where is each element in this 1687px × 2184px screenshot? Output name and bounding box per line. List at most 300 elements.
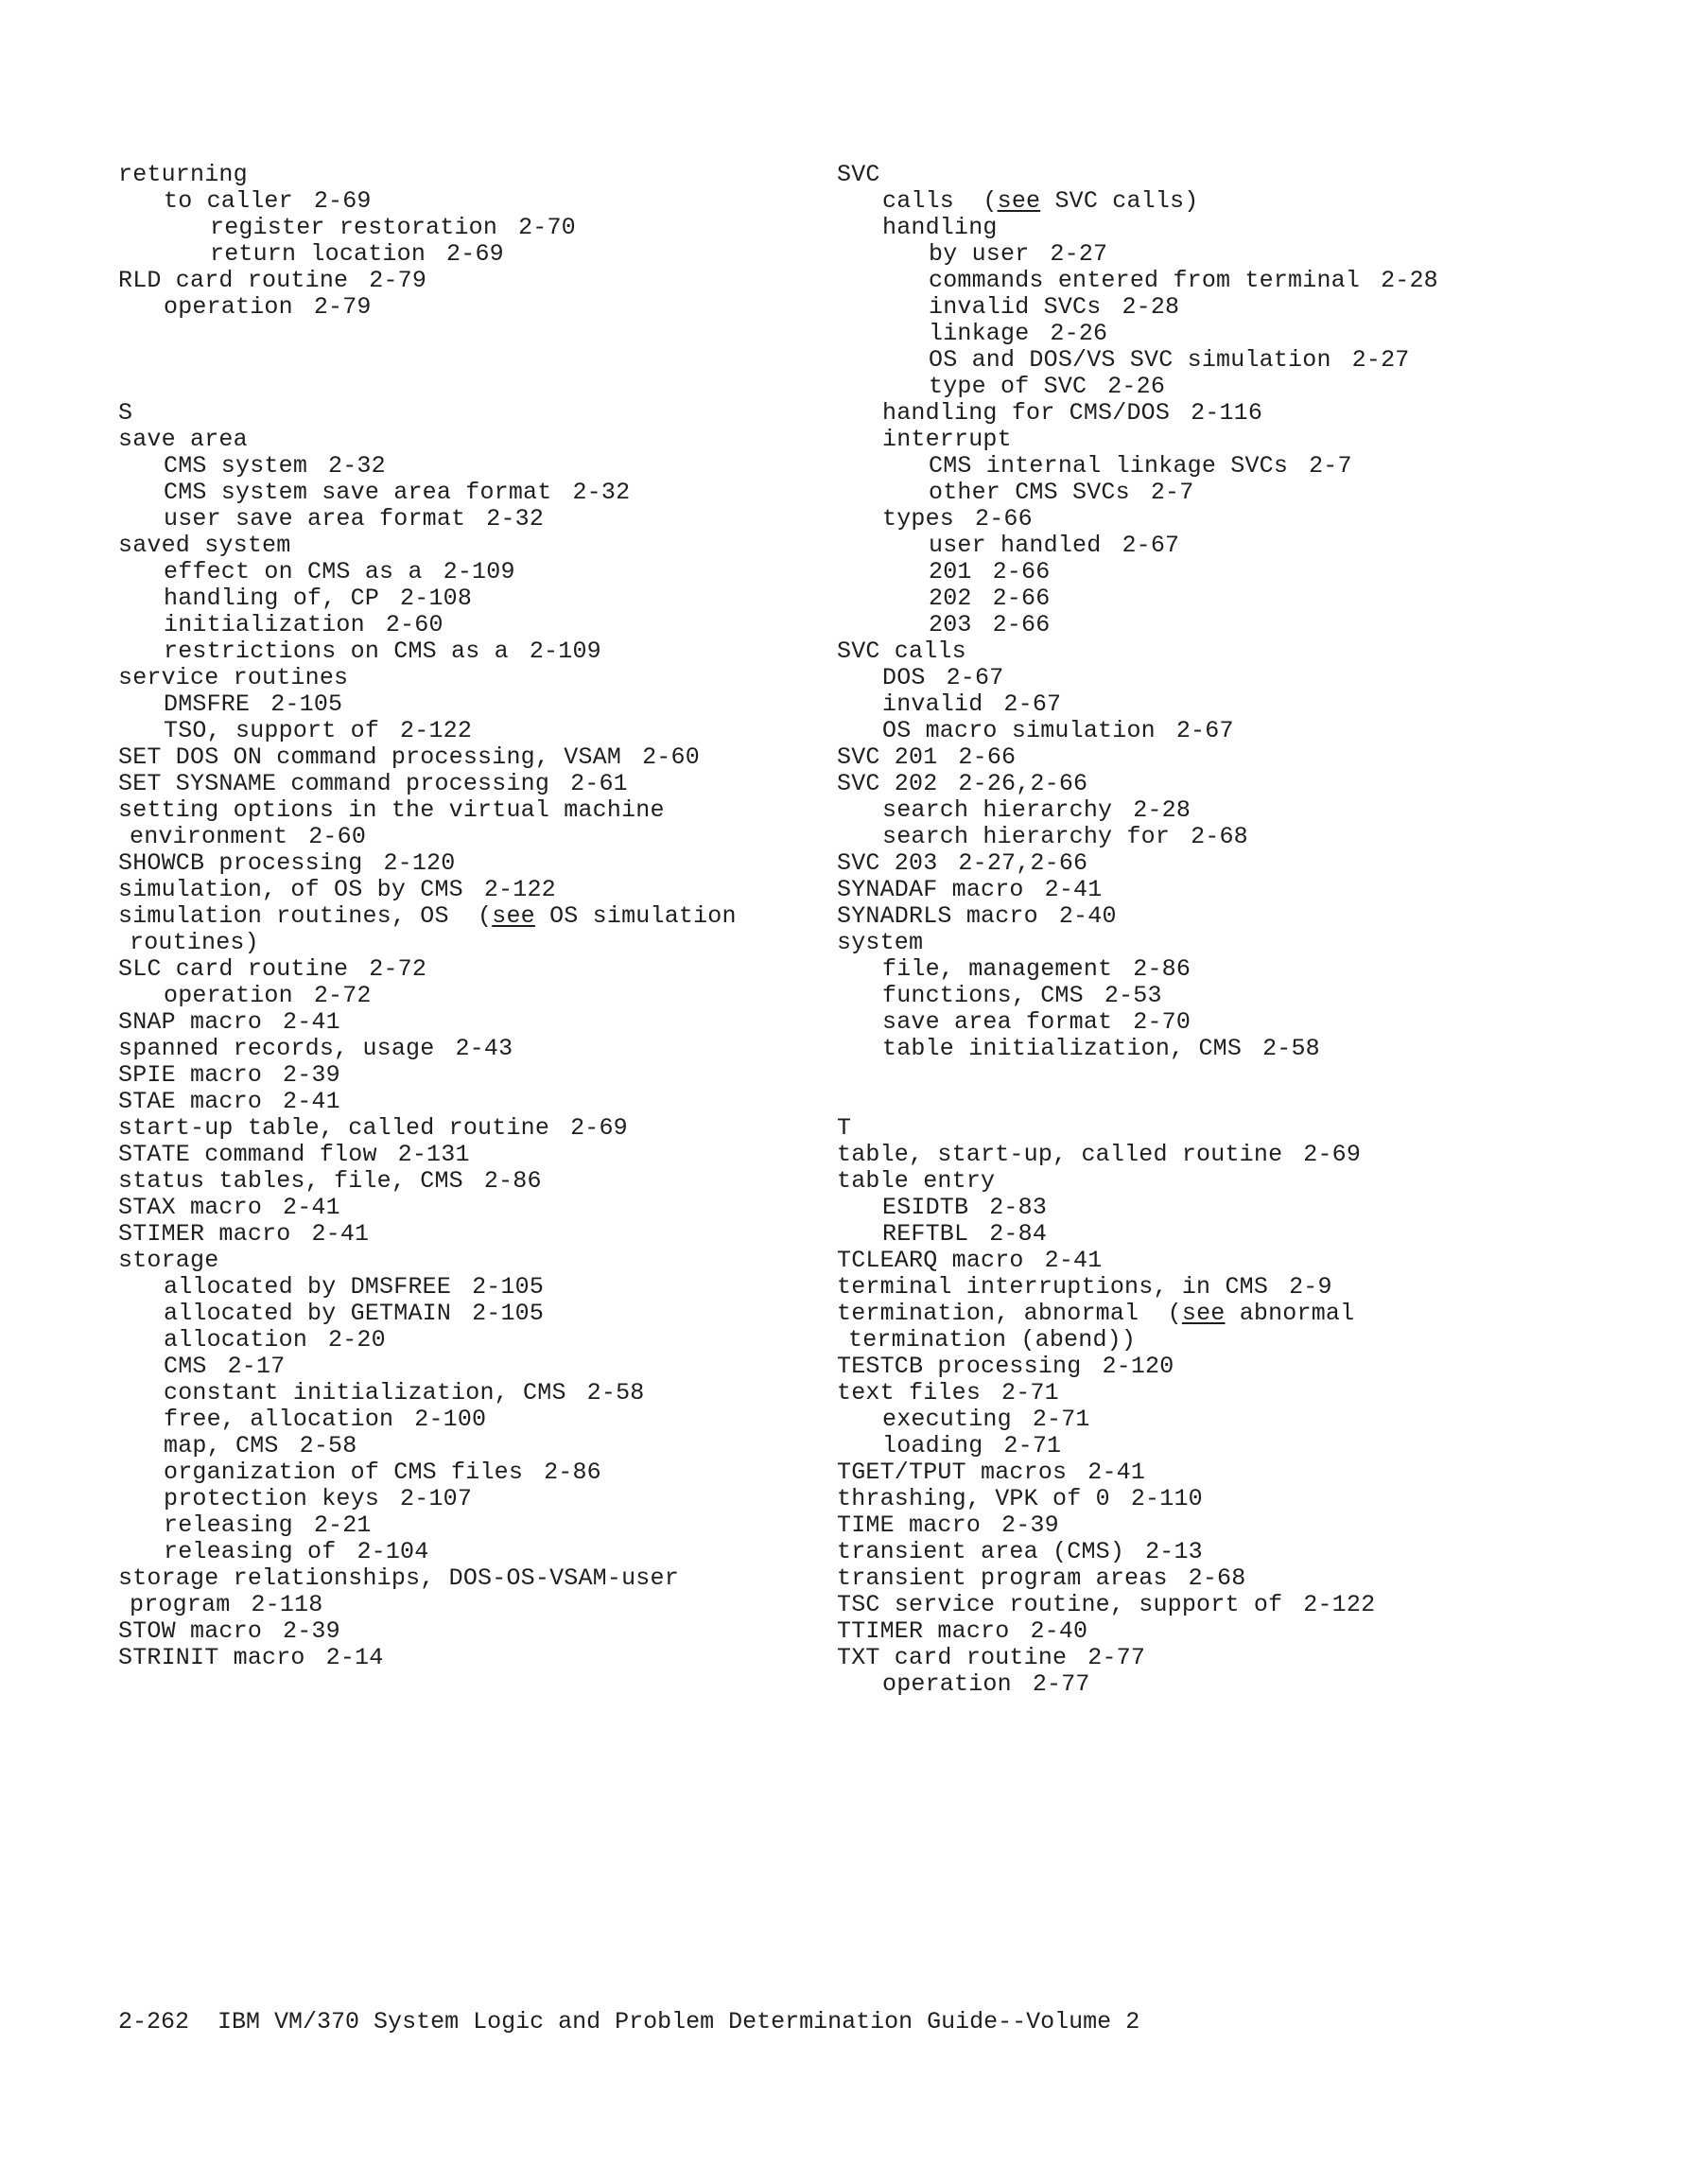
- index-entry: [118, 612, 799, 638]
- page-reference: 2-69: [570, 1114, 628, 1142]
- entry-term: releasing: [164, 1511, 293, 1539]
- entry-term: termination, abnormal: [837, 1300, 1139, 1327]
- index-entry: [837, 797, 1669, 824]
- index-entry: [837, 1274, 1669, 1301]
- entry-term: type of SVC: [929, 373, 1087, 400]
- index-entry: [118, 1062, 799, 1089]
- entry-term: TESTCB processing: [837, 1353, 1082, 1380]
- index-entry: [118, 533, 799, 559]
- entry-term: commands entered from terminal: [929, 267, 1361, 294]
- page-reference: 2-68: [1191, 823, 1248, 850]
- entry-term: protection keys: [164, 1485, 380, 1512]
- index-entry: [837, 1168, 1669, 1195]
- page-reference: 2-86: [1133, 955, 1191, 983]
- entry-term: OS and DOS/VS SVC simulation: [929, 346, 1331, 374]
- index-entry: [118, 506, 799, 533]
- entry-term: service routines: [118, 664, 349, 691]
- entry-term: DOS: [882, 664, 926, 691]
- page-reference: 2-40: [1058, 902, 1117, 930]
- page-reference: 2-20: [328, 1326, 386, 1354]
- page-reference: 2-66: [958, 743, 1017, 771]
- entry-term: table entry: [837, 1167, 996, 1195]
- index-entry: [118, 1301, 799, 1327]
- entry-term: SVC 201: [837, 743, 938, 771]
- entry-term: handling: [882, 214, 998, 241]
- index-entry: [118, 1486, 799, 1512]
- index-entry: [118, 930, 799, 956]
- page-reference: 2-69: [313, 187, 372, 215]
- entry-term: SET DOS ON command processing, VSAM: [118, 743, 622, 771]
- page-reference: 2-28: [1133, 796, 1191, 824]
- page-reference: 2-27,2-66: [958, 849, 1088, 877]
- entry-term: SYNADRLS macro: [837, 902, 1038, 930]
- index-entry: [118, 983, 799, 1009]
- entry-term: saved system: [118, 532, 291, 559]
- index-entry: [118, 241, 799, 268]
- entry-term: search hierarchy: [882, 796, 1113, 824]
- index-entry: [118, 1009, 799, 1036]
- index-entry: [118, 665, 799, 691]
- page-reference: 2-40: [1030, 1617, 1088, 1645]
- page-reference: 2-105: [472, 1300, 545, 1327]
- entry-term: allocated by GETMAIN: [164, 1300, 452, 1327]
- page-reference: 2-70: [1133, 1008, 1191, 1036]
- index-entry: calls (see SVC calls): [882, 187, 1199, 215]
- page-reference: 2-27: [1050, 240, 1108, 268]
- page-reference: 2-66: [975, 505, 1033, 533]
- page-reference: 2-122: [483, 876, 556, 903]
- page-reference: 2-39: [1001, 1511, 1059, 1539]
- index-entry: [118, 188, 799, 215]
- entry-term: types: [882, 505, 955, 533]
- index-entry: [118, 294, 799, 321]
- entry-term: STOW macro: [118, 1617, 263, 1645]
- entry-term: system: [837, 929, 924, 956]
- page-reference: 2-104: [357, 1538, 429, 1565]
- entry-term: TIME macro: [837, 1511, 982, 1539]
- blank-line: [837, 1089, 1669, 1115]
- entry-term: executing: [882, 1406, 1012, 1433]
- page-reference: 2-26,2-66: [958, 770, 1088, 797]
- see-reference-label: see: [492, 902, 535, 930]
- entry-term: STATE command flow: [118, 1141, 377, 1168]
- index-entry: [837, 162, 1669, 188]
- page-reference: 2-28: [1381, 267, 1438, 294]
- index-entry: [118, 1380, 799, 1406]
- index-entry: [837, 1565, 1669, 1592]
- index-entry: [118, 1592, 799, 1618]
- entry-term: operation: [882, 1670, 1012, 1698]
- entry-term: organization of CMS files: [164, 1459, 524, 1486]
- index-entry: [118, 771, 799, 797]
- see-reference-label: see: [1181, 1300, 1226, 1327]
- index-entry: [118, 1248, 799, 1274]
- see-reference-label: see: [997, 187, 1041, 215]
- page-reference: 2-120: [383, 849, 456, 877]
- index-entry: [118, 1036, 799, 1062]
- index-entry: [118, 1354, 799, 1380]
- index-entry: [837, 612, 1669, 638]
- index-entry: [837, 1618, 1669, 1645]
- entry-term: SVC calls: [837, 638, 966, 665]
- page-reference: 2-71: [1003, 1432, 1062, 1459]
- entry-term: SVC 202: [837, 770, 938, 797]
- index-entry: [837, 374, 1669, 400]
- entry-term: return location: [210, 240, 426, 268]
- index-entry: [837, 1433, 1669, 1459]
- index-entry: [837, 638, 1669, 665]
- index-entry: [837, 506, 1669, 533]
- page-reference: 2-69: [1303, 1141, 1362, 1168]
- index-entry: [118, 1565, 799, 1592]
- entry-term: ESIDTB: [882, 1194, 969, 1221]
- index-entry: [837, 824, 1669, 850]
- entry-term: 203: [929, 611, 972, 638]
- page-reference: 2-9: [1289, 1273, 1332, 1301]
- page-reference: 2-14: [325, 1644, 384, 1671]
- entry-term: to caller: [164, 187, 293, 215]
- page-reference: 2-86: [544, 1459, 601, 1486]
- page-reference: 2-67: [1122, 532, 1180, 559]
- index-entry: [837, 1195, 1669, 1221]
- section-letter: [837, 1115, 1669, 1142]
- index-entry: [118, 691, 799, 718]
- page-reference: 2-131: [397, 1141, 470, 1168]
- index-entry: [118, 1221, 799, 1248]
- index-entry: [837, 665, 1669, 691]
- entry-term: CMS system: [164, 452, 308, 480]
- index-entry: [837, 771, 1669, 797]
- entry-term: OS macro simulation: [882, 717, 1156, 744]
- page-reference: 2-32: [328, 452, 386, 480]
- page-reference: 2-67: [1003, 690, 1062, 718]
- entry-term: 201: [929, 558, 972, 585]
- entry-term: invalid: [882, 690, 983, 718]
- index-entry: [837, 533, 1669, 559]
- entry-term: simulation routines, OS: [118, 902, 449, 930]
- page-reference: 2-26: [1107, 373, 1166, 400]
- entry-term: storage relationships, DOS-OS-VSAM-user: [118, 1564, 679, 1592]
- index-entry: [837, 956, 1669, 983]
- page-reference: 2-105: [270, 690, 343, 718]
- index-entry: [118, 1433, 799, 1459]
- index-entry: [837, 215, 1669, 241]
- entry-term: spanned records, usage: [118, 1035, 435, 1062]
- entry-term: SYNADAF macro: [837, 876, 1024, 903]
- page-reference: 2-72: [369, 955, 427, 983]
- page-reference: 2-58: [299, 1432, 357, 1459]
- index-entry: [118, 427, 799, 453]
- entry-term: user save area format: [164, 505, 466, 533]
- book-title: IBM VM/370 System Logic and Problem Determination Guide--Volume 2: [217, 2008, 1140, 2035]
- index-entry: termination, abnormal (see abnormal: [837, 1300, 1355, 1327]
- entry-term: functions, CMS: [882, 982, 1084, 1009]
- entry-term: environment: [130, 823, 288, 850]
- index-entry: [837, 1248, 1669, 1274]
- page-reference: 2-7: [1150, 479, 1194, 506]
- entry-term: SPIE macro: [118, 1061, 263, 1089]
- entry-term: program: [130, 1591, 231, 1618]
- page-reference: 2-109: [529, 638, 601, 665]
- entry-term: termination (abend)): [848, 1326, 1137, 1354]
- page-reference: 2-68: [1188, 1564, 1246, 1592]
- page-reference: 2-41: [283, 1088, 340, 1115]
- index-entry: [837, 1221, 1669, 1248]
- index-entry: [837, 850, 1669, 877]
- entry-term: 202: [929, 585, 972, 612]
- entry-term: map, CMS: [164, 1432, 279, 1459]
- page-reference: 2-107: [400, 1485, 473, 1512]
- page-reference: 2-77: [1087, 1644, 1146, 1671]
- page-reference: 2-71: [1001, 1379, 1059, 1406]
- page-reference: 2-60: [308, 823, 367, 850]
- entry-term: TGET/TPUT macros: [837, 1459, 1068, 1486]
- page-reference: 2-116: [1191, 399, 1263, 427]
- page-reference: 2-110: [1130, 1485, 1203, 1512]
- entry-term: TSO, support of: [164, 717, 380, 744]
- page-reference: 2-21: [313, 1511, 372, 1539]
- index-entry: [118, 850, 799, 877]
- index-entry: [118, 1459, 799, 1486]
- page-reference: 2-109: [443, 558, 515, 585]
- page-reference: 2-122: [1303, 1591, 1376, 1618]
- page-reference: 2-86: [483, 1167, 542, 1195]
- index-entry: [118, 1539, 799, 1565]
- index-entry: [118, 1142, 799, 1168]
- page-reference: 2-41: [311, 1220, 370, 1248]
- entry-term: releasing of: [164, 1538, 337, 1565]
- entry-term: interrupt: [882, 426, 1012, 453]
- entry-term: SET SYSNAME command processing: [118, 770, 550, 797]
- page-reference: 2-70: [518, 214, 576, 241]
- entry-term: start-up table, called routine: [118, 1114, 550, 1142]
- entry-term: allocation: [164, 1326, 308, 1354]
- page-reference: 2-53: [1104, 982, 1162, 1009]
- entry-term: TCLEARQ macro: [837, 1247, 1024, 1274]
- page-reference: 2-41: [1044, 876, 1103, 903]
- index-entry: [118, 215, 799, 241]
- see-reference-target: abnormal: [1239, 1300, 1355, 1327]
- index-entry: [837, 1354, 1669, 1380]
- page-reference: 2-43: [455, 1035, 513, 1062]
- index-entry: [837, 718, 1669, 744]
- entry-term: table initialization, CMS: [882, 1035, 1243, 1062]
- page-reference: 2-118: [251, 1591, 323, 1618]
- index-entry: [837, 1327, 1669, 1354]
- section-gap: [118, 321, 799, 400]
- entry-term: table, start-up, called routine: [837, 1141, 1283, 1168]
- entry-term: terminal interruptions, in CMS: [837, 1273, 1269, 1301]
- index-entry: [837, 1406, 1669, 1433]
- page-reference: 2-41: [1087, 1459, 1146, 1486]
- entry-term: restrictions on CMS as a: [164, 638, 509, 665]
- entry-term: TSC service routine, support of: [837, 1591, 1283, 1618]
- page-reference: 2-60: [642, 743, 700, 771]
- entry-term: text files: [837, 1379, 982, 1406]
- index-entry: [118, 1645, 799, 1671]
- index-entry: [118, 797, 799, 824]
- page-reference: 2-72: [313, 982, 372, 1009]
- page-reference: 2-66: [992, 585, 1051, 612]
- index-entry: [118, 1089, 799, 1115]
- page-reference: 2-39: [283, 1617, 340, 1645]
- index-column-right: [837, 162, 1669, 1698]
- entry-term: save area format: [882, 1008, 1113, 1036]
- entry-term: transient area (CMS): [837, 1538, 1125, 1565]
- entry-term: simulation, of OS by CMS: [118, 876, 463, 903]
- entry-term: status tables, file, CMS: [118, 1167, 463, 1195]
- entry-term: TXT card routine: [837, 1644, 1068, 1671]
- index-entry: [837, 1142, 1669, 1168]
- entry-term: SLC card routine: [118, 955, 349, 983]
- entry-term: routines): [130, 929, 259, 956]
- page-reference: 2-28: [1122, 293, 1180, 321]
- page-reference: 2-41: [1044, 1247, 1103, 1274]
- entry-term: operation: [164, 982, 293, 1009]
- index-entry: [837, 241, 1669, 268]
- entry-term: allocated by DMSFREE: [164, 1273, 452, 1301]
- see-reference-target: SVC calls: [1054, 187, 1185, 215]
- index-entry: [118, 877, 799, 903]
- entry-term: linkage: [929, 320, 1030, 347]
- entry-term: SHOWCB processing: [118, 849, 363, 877]
- page-reference: 2-58: [586, 1379, 645, 1406]
- entry-term: initialization: [164, 611, 365, 638]
- entry-term: setting options in the virtual machine: [118, 796, 665, 824]
- entry-term: STAX macro: [118, 1194, 263, 1221]
- entry-term: DMSFRE: [164, 690, 251, 718]
- page-reference: 2-122: [400, 717, 473, 744]
- page-reference: 2-60: [385, 611, 443, 638]
- page-reference: 2-41: [283, 1194, 340, 1221]
- page-reference: 2-13: [1145, 1538, 1203, 1565]
- entry-term: STIMER macro: [118, 1220, 291, 1248]
- entry-term: returning: [118, 161, 248, 188]
- page-reference: 2-67: [1175, 717, 1234, 744]
- index-entry: [837, 903, 1669, 930]
- index-entry: [118, 1618, 799, 1645]
- entry-term: CMS internal linkage SVCs: [929, 452, 1289, 480]
- page-reference: 2-41: [283, 1008, 340, 1036]
- index-entry: [837, 1671, 1669, 1698]
- entry-term: RLD card routine: [118, 267, 349, 294]
- entry-term: STRINIT macro: [118, 1644, 305, 1671]
- entry-term: handling of, CP: [164, 585, 380, 612]
- index-entry: [118, 480, 799, 506]
- entry-term: file, management: [882, 955, 1113, 983]
- index-entry: [837, 1486, 1669, 1512]
- index-entry: [837, 1009, 1669, 1036]
- index-entry: [837, 453, 1669, 480]
- index-entry: [837, 983, 1669, 1009]
- page-reference: 2-105: [472, 1273, 545, 1301]
- index-entry: [837, 321, 1669, 347]
- index-entry: [837, 585, 1669, 612]
- page-reference: 2-83: [989, 1194, 1048, 1221]
- page-reference: 2-77: [1032, 1670, 1090, 1698]
- entry-term: user handled: [929, 532, 1102, 559]
- page-reference: 2-39: [283, 1061, 340, 1089]
- entry-term: SVC 203: [837, 849, 938, 877]
- index-entry: [837, 480, 1669, 506]
- index-entry: [118, 1168, 799, 1195]
- index-entry: [837, 400, 1669, 427]
- index-entry: [837, 294, 1669, 321]
- entry-term: search hierarchy for: [882, 823, 1171, 850]
- entry-term: save area: [118, 426, 248, 453]
- entry-term: effect on CMS as a: [164, 558, 423, 585]
- see-reference-target: OS simulation: [549, 902, 737, 930]
- entry-term: constant initialization, CMS: [164, 1379, 566, 1406]
- page-reference: 2-84: [989, 1220, 1048, 1248]
- entry-term: operation: [164, 293, 293, 321]
- entry-term: transient program areas: [837, 1564, 1168, 1592]
- index-entry: [837, 347, 1669, 374]
- index-entry: [118, 453, 799, 480]
- entry-term: loading: [882, 1432, 983, 1459]
- index-entry: [118, 956, 799, 983]
- index-entry: [837, 930, 1669, 956]
- index-entry: [837, 1512, 1669, 1539]
- page-reference: 2-7: [1309, 452, 1352, 480]
- page-reference: 2-120: [1102, 1353, 1174, 1380]
- page-reference: 2-66: [992, 611, 1051, 638]
- entry-term: by user: [929, 240, 1030, 268]
- entry-term: CMS system save area format: [164, 479, 552, 506]
- index-entry: [118, 1406, 799, 1433]
- page-footer: [118, 2009, 1139, 2035]
- entry-term: REFTBL: [882, 1220, 969, 1248]
- index-entry: [837, 268, 1669, 294]
- index-entry: [837, 1539, 1669, 1565]
- page-reference: 2-79: [369, 267, 427, 294]
- entry-term: STAE macro: [118, 1088, 263, 1115]
- index-entry: [118, 1115, 799, 1142]
- entry-term: thrashing, VPK of 0: [837, 1485, 1110, 1512]
- entry-term: storage: [118, 1247, 219, 1274]
- index-entry: [837, 877, 1669, 903]
- entry-term: SVC: [837, 161, 880, 188]
- page-reference: 2-67: [946, 664, 1004, 691]
- blank-line: [837, 1062, 1669, 1089]
- index-entry: [837, 691, 1669, 718]
- page-reference: 2-79: [313, 293, 372, 321]
- index-entry: [118, 585, 799, 612]
- index-entry: [118, 744, 799, 771]
- index-entry: [118, 268, 799, 294]
- entry-term: calls: [882, 187, 955, 215]
- page-reference: 2-108: [400, 585, 473, 612]
- page-number: 2-262: [118, 2008, 190, 2035]
- entry-term: T: [837, 1114, 852, 1142]
- entry-term: register restoration: [210, 214, 498, 241]
- index-entry: [837, 1380, 1669, 1406]
- page-reference: 2-27: [1351, 346, 1410, 374]
- page-reference: 2-100: [414, 1406, 487, 1433]
- entry-term: handling for CMS/DOS: [882, 399, 1171, 427]
- entry-term: CMS: [164, 1353, 207, 1380]
- index-entry: [118, 824, 799, 850]
- index-entry: [118, 162, 799, 188]
- index-entry: [837, 1459, 1669, 1486]
- index-column-left: [118, 162, 799, 1671]
- index-entry: [837, 744, 1669, 771]
- page-reference: 2-32: [486, 505, 545, 533]
- page-reference: 2-69: [446, 240, 504, 268]
- page-reference: 2-58: [1262, 1035, 1320, 1062]
- section-letter: [118, 400, 799, 427]
- index-entry: [837, 1645, 1669, 1671]
